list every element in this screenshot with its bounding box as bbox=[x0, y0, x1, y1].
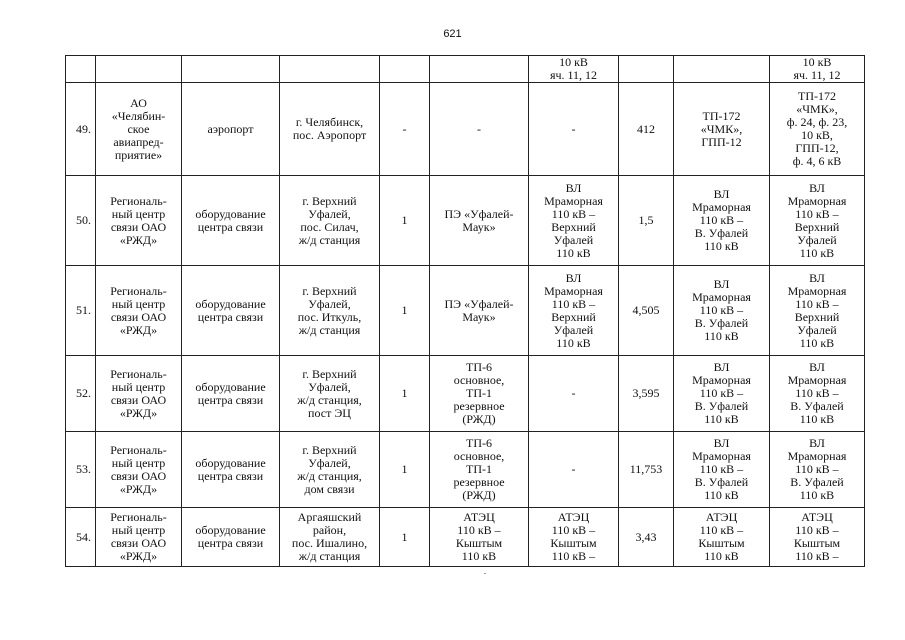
cell-point2: ВЛ Мраморная 110 кВ – Верхний Уфалей 110 кВ bbox=[770, 266, 865, 356]
cell-backup: АТЭЦ 110 кВ – Кыштым 110 кВ – bbox=[529, 508, 619, 567]
table-row bbox=[66, 356, 865, 432]
cell-point2: АТЭЦ 110 кВ – Кыштым 110 кВ – bbox=[770, 508, 865, 567]
cell-number: 49. bbox=[66, 83, 96, 176]
cell-source: ПЭ «Уфалей- Маук» bbox=[430, 266, 529, 356]
scan-speck bbox=[484, 573, 486, 574]
cell-count: 1 bbox=[380, 356, 430, 432]
cell-source: ТП-6 основное, ТП-1 резервное (РЖД) bbox=[430, 356, 529, 432]
cell-point1 bbox=[674, 56, 770, 83]
cell-count: 1 bbox=[380, 266, 430, 356]
cell-location: г. Верхний Уфалей, ж/д станция, пост ЭЦ bbox=[280, 356, 380, 432]
cell-power: 3,43 bbox=[619, 508, 674, 567]
cell-object: оборудование центра связи bbox=[182, 356, 280, 432]
cell-point1: ВЛ Мраморная 110 кВ – В. Уфалей 110 кВ bbox=[674, 266, 770, 356]
cell-point2: ВЛ Мраморная 110 кВ – В. Уфалей 110 кВ bbox=[770, 356, 865, 432]
cell-number: 53. bbox=[66, 432, 96, 508]
cell-point1: АТЭЦ 110 кВ – Кыштым 110 кВ bbox=[674, 508, 770, 567]
cell-point2: ТП-172 «ЧМК», ф. 24, ф. 23, 10 кВ, ГПП-12, ф. 4, 6 кВ bbox=[770, 83, 865, 176]
cell-owner: Региональ- ный центр связи ОАО «РЖД» bbox=[96, 508, 182, 567]
cell-location bbox=[280, 56, 380, 83]
table-row bbox=[66, 508, 865, 567]
table-row bbox=[66, 266, 865, 356]
cell-location: г. Верхний Уфалей, пос. Силач, ж/д станция bbox=[280, 176, 380, 266]
cell-power: 3,595 bbox=[619, 356, 674, 432]
cell-backup: 10 кВ яч. 11, 12 bbox=[529, 56, 619, 83]
cell-location: Аргаяшский район, пос. Ишалино, ж/д станция bbox=[280, 508, 380, 567]
cell-location: г. Верхний Уфалей, пос. Иткуль, ж/д станция bbox=[280, 266, 380, 356]
cell-backup: ВЛ Мраморная 110 кВ – Верхний Уфалей 110 кВ bbox=[529, 266, 619, 356]
cell-backup: ВЛ Мраморная 110 кВ – Верхний Уфалей 110 кВ bbox=[529, 176, 619, 266]
cell-owner: АО «Челябин- ское авиапред- приятие» bbox=[96, 83, 182, 176]
cell-object: оборудование центра связи bbox=[182, 508, 280, 567]
cell-source: - bbox=[430, 83, 529, 176]
cell-object bbox=[182, 56, 280, 83]
page-number: 621 bbox=[443, 28, 462, 40]
cell-count: 1 bbox=[380, 508, 430, 567]
cell-object: оборудование центра связи bbox=[182, 266, 280, 356]
cell-number bbox=[66, 56, 96, 83]
cell-count bbox=[380, 56, 430, 83]
cell-owner bbox=[96, 56, 182, 83]
cell-backup: - bbox=[529, 356, 619, 432]
cell-source bbox=[430, 56, 529, 83]
cell-object: оборудование центра связи bbox=[182, 432, 280, 508]
cell-owner: Региональ- ный центр связи ОАО «РЖД» bbox=[96, 176, 182, 266]
table-row bbox=[66, 176, 865, 266]
cell-count: - bbox=[380, 83, 430, 176]
cell-point2: ВЛ Мраморная 110 кВ – В. Уфалей 110 кВ bbox=[770, 432, 865, 508]
table-row bbox=[66, 83, 865, 176]
cell-point2: ВЛ Мраморная 110 кВ – Верхний Уфалей 110 кВ bbox=[770, 176, 865, 266]
cell-number: 50. bbox=[66, 176, 96, 266]
cell-power: 1,5 bbox=[619, 176, 674, 266]
data-table bbox=[65, 55, 865, 567]
cell-power bbox=[619, 56, 674, 83]
cell-point2: 10 кВ яч. 11, 12 bbox=[770, 56, 865, 83]
cell-location: г. Верхний Уфалей, ж/д станция, дом связи bbox=[280, 432, 380, 508]
table-row bbox=[66, 56, 865, 83]
cell-number: 51. bbox=[66, 266, 96, 356]
cell-number: 52. bbox=[66, 356, 96, 432]
cell-backup: - bbox=[529, 432, 619, 508]
cell-source: ТП-6 основное, ТП-1 резервное (РЖД) bbox=[430, 432, 529, 508]
cell-power: 4,505 bbox=[619, 266, 674, 356]
cell-source: АТЭЦ 110 кВ – Кыштым 110 кВ bbox=[430, 508, 529, 567]
cell-power: 11,753 bbox=[619, 432, 674, 508]
cell-object: аэропорт bbox=[182, 83, 280, 176]
cell-backup: - bbox=[529, 83, 619, 176]
cell-owner: Региональ- ный центр связи ОАО «РЖД» bbox=[96, 432, 182, 508]
cell-point1: ВЛ Мраморная 110 кВ – В. Уфалей 110 кВ bbox=[674, 432, 770, 508]
cell-object: оборудование центра связи bbox=[182, 176, 280, 266]
cell-point1: ВЛ Мраморная 110 кВ – В. Уфалей 110 кВ bbox=[674, 356, 770, 432]
cell-point1: ВЛ Мраморная 110 кВ – В. Уфалей 110 кВ bbox=[674, 176, 770, 266]
cell-owner: Региональ- ный центр связи ОАО «РЖД» bbox=[96, 266, 182, 356]
cell-power: 412 bbox=[619, 83, 674, 176]
cell-source: ПЭ «Уфалей- Маук» bbox=[430, 176, 529, 266]
cell-owner: Региональ- ный центр связи ОАО «РЖД» bbox=[96, 356, 182, 432]
cell-point1: ТП-172 «ЧМК», ГПП-12 bbox=[674, 83, 770, 176]
cell-number: 54. bbox=[66, 508, 96, 567]
table-row bbox=[66, 432, 865, 508]
cell-count: 1 bbox=[380, 432, 430, 508]
cell-count: 1 bbox=[380, 176, 430, 266]
cell-location: г. Челябинск, пос. Аэропорт bbox=[280, 83, 380, 176]
